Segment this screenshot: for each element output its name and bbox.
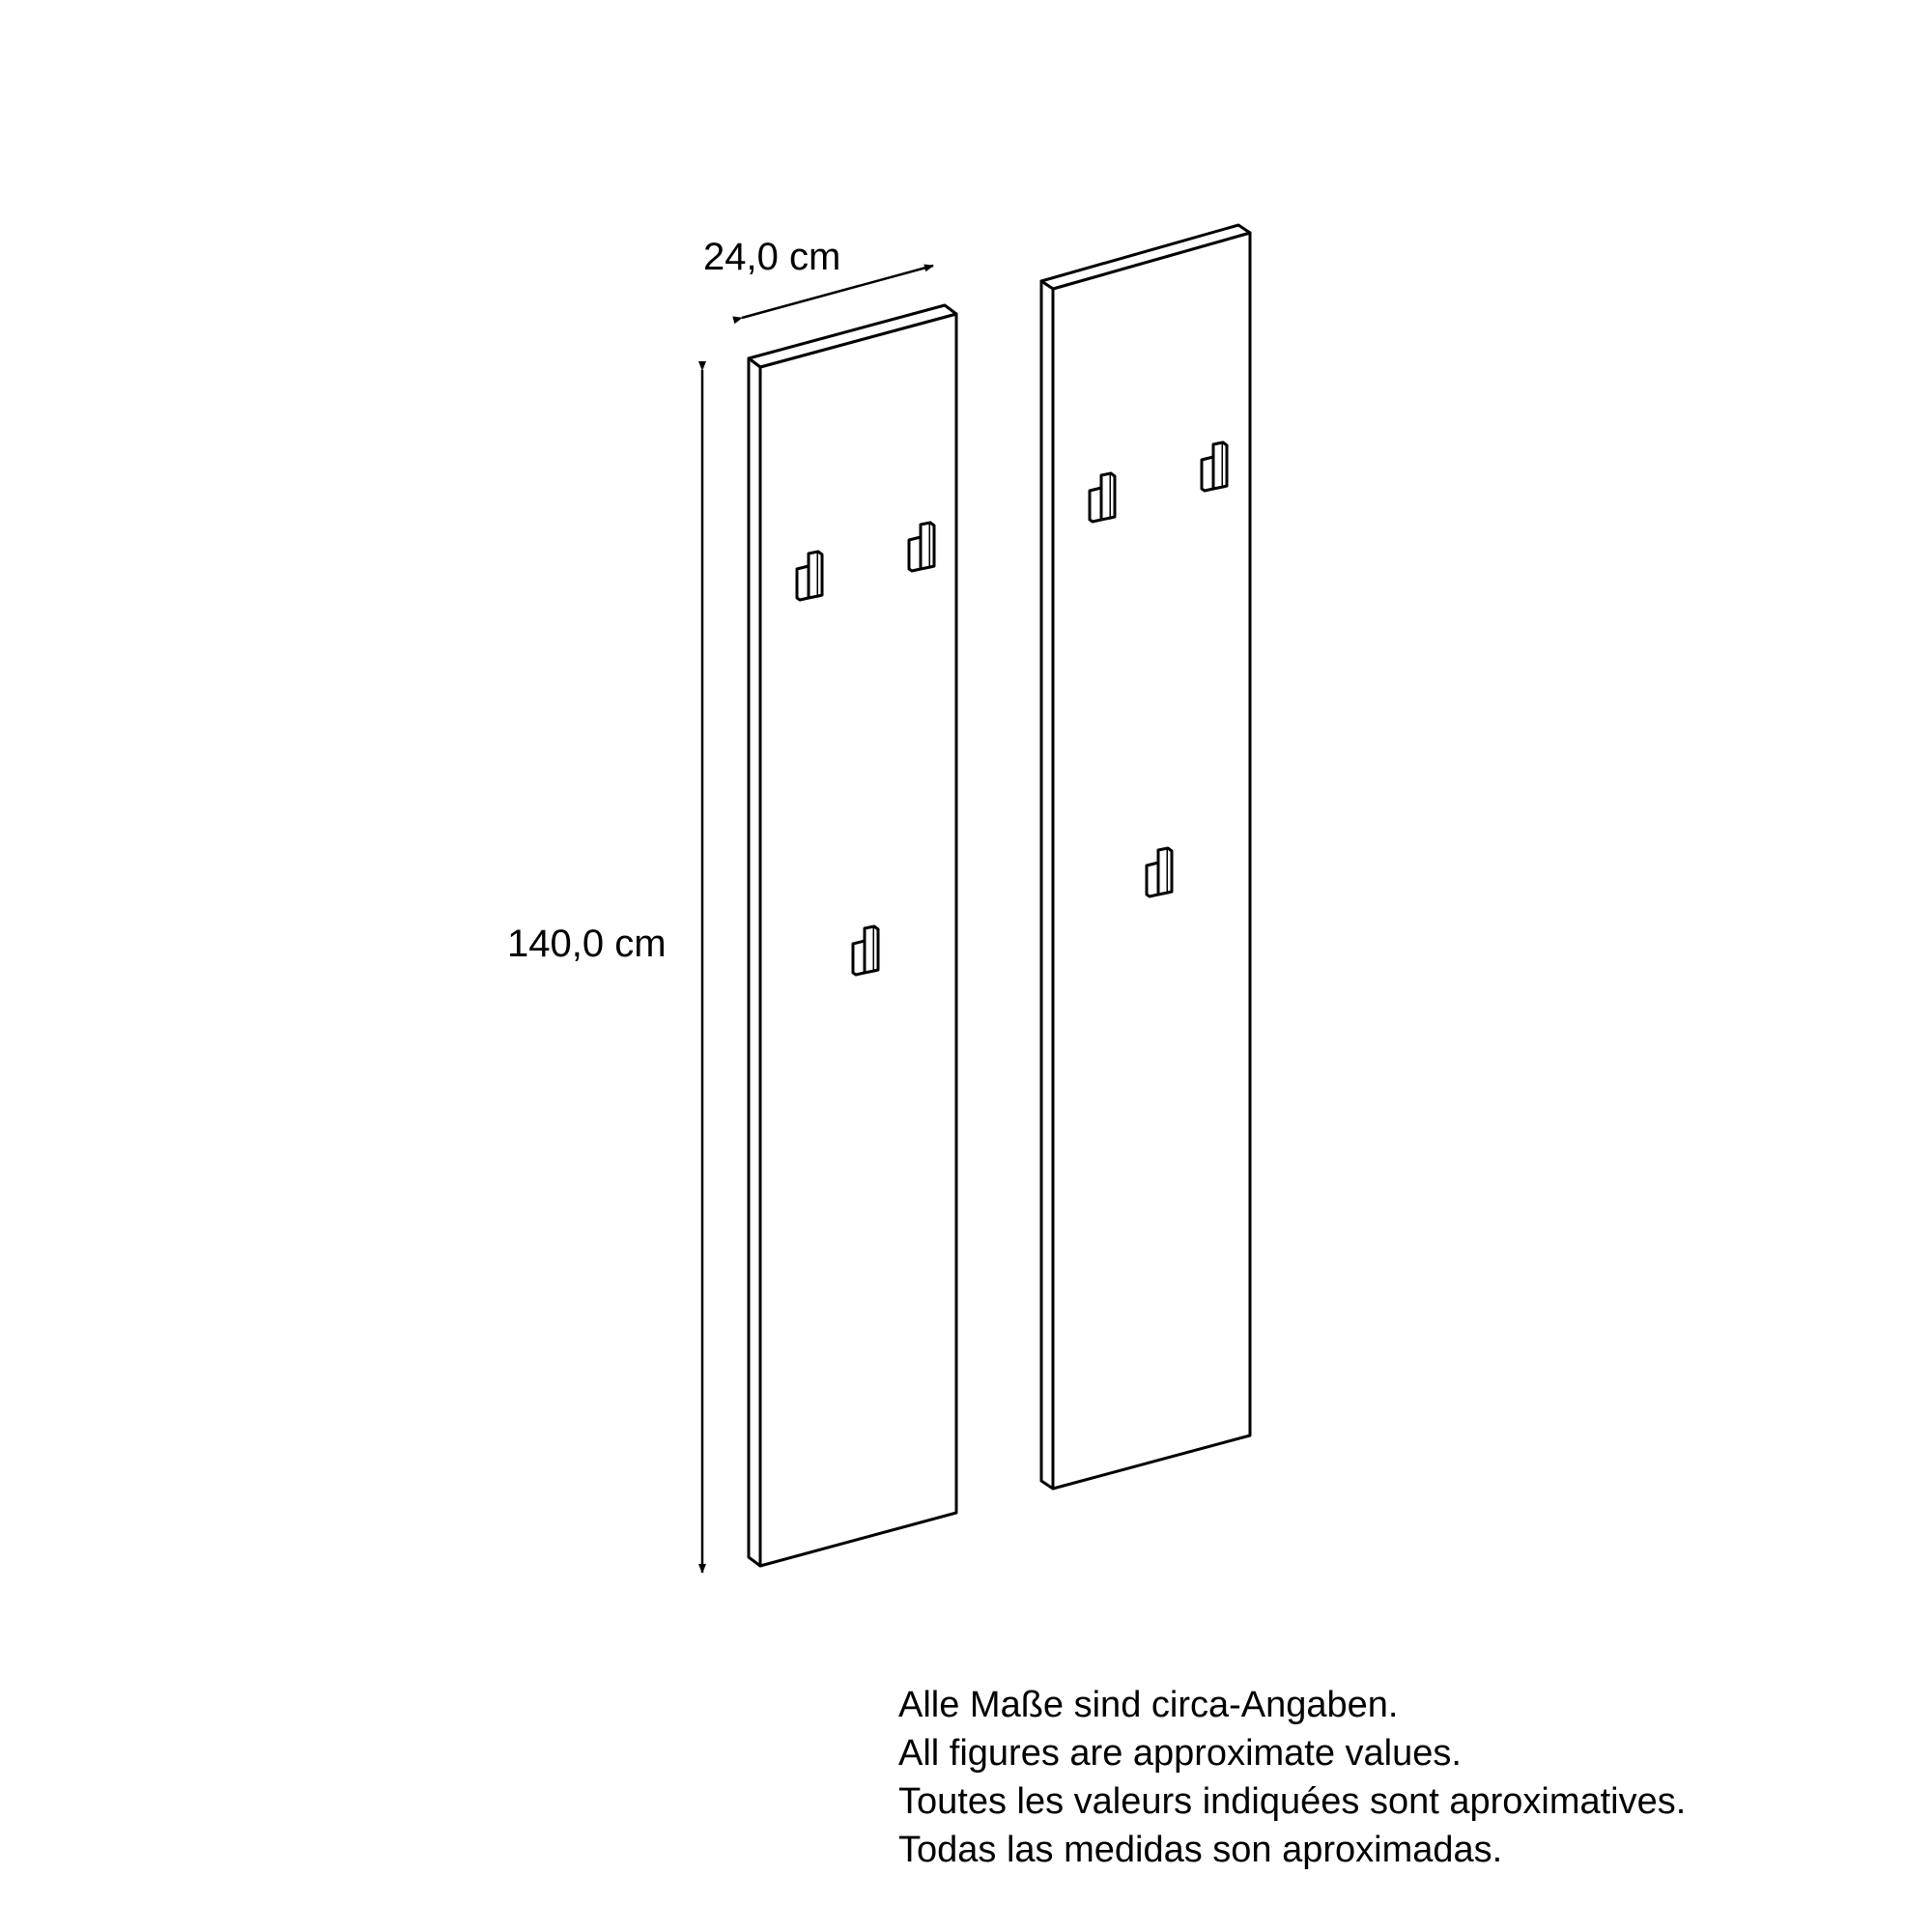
height-dimension-label: 140,0 cm <box>507 923 667 965</box>
width-dimension-label: 24,0 cm <box>703 236 841 278</box>
right-panel-front <box>1053 233 1250 1489</box>
disclaimer-english: All figures are approximate values. <box>898 1733 1462 1774</box>
disclaimer-spanish: Todas las medidas son aproximadas. <box>898 1830 1503 1870</box>
disclaimer-german: Alle Maße sind circa-Angaben. <box>898 1685 1399 1725</box>
right-panel-side-edge <box>1041 281 1053 1489</box>
left-panel-side-edge <box>749 358 760 1566</box>
left-panel <box>749 305 956 1566</box>
right-panel <box>1041 225 1250 1489</box>
left-panel-front <box>760 314 956 1566</box>
disclaimer <box>898 1681 1686 1874</box>
disclaimer-french: Toutes les valeurs indiquées sont aproximatives. <box>898 1781 1687 1822</box>
